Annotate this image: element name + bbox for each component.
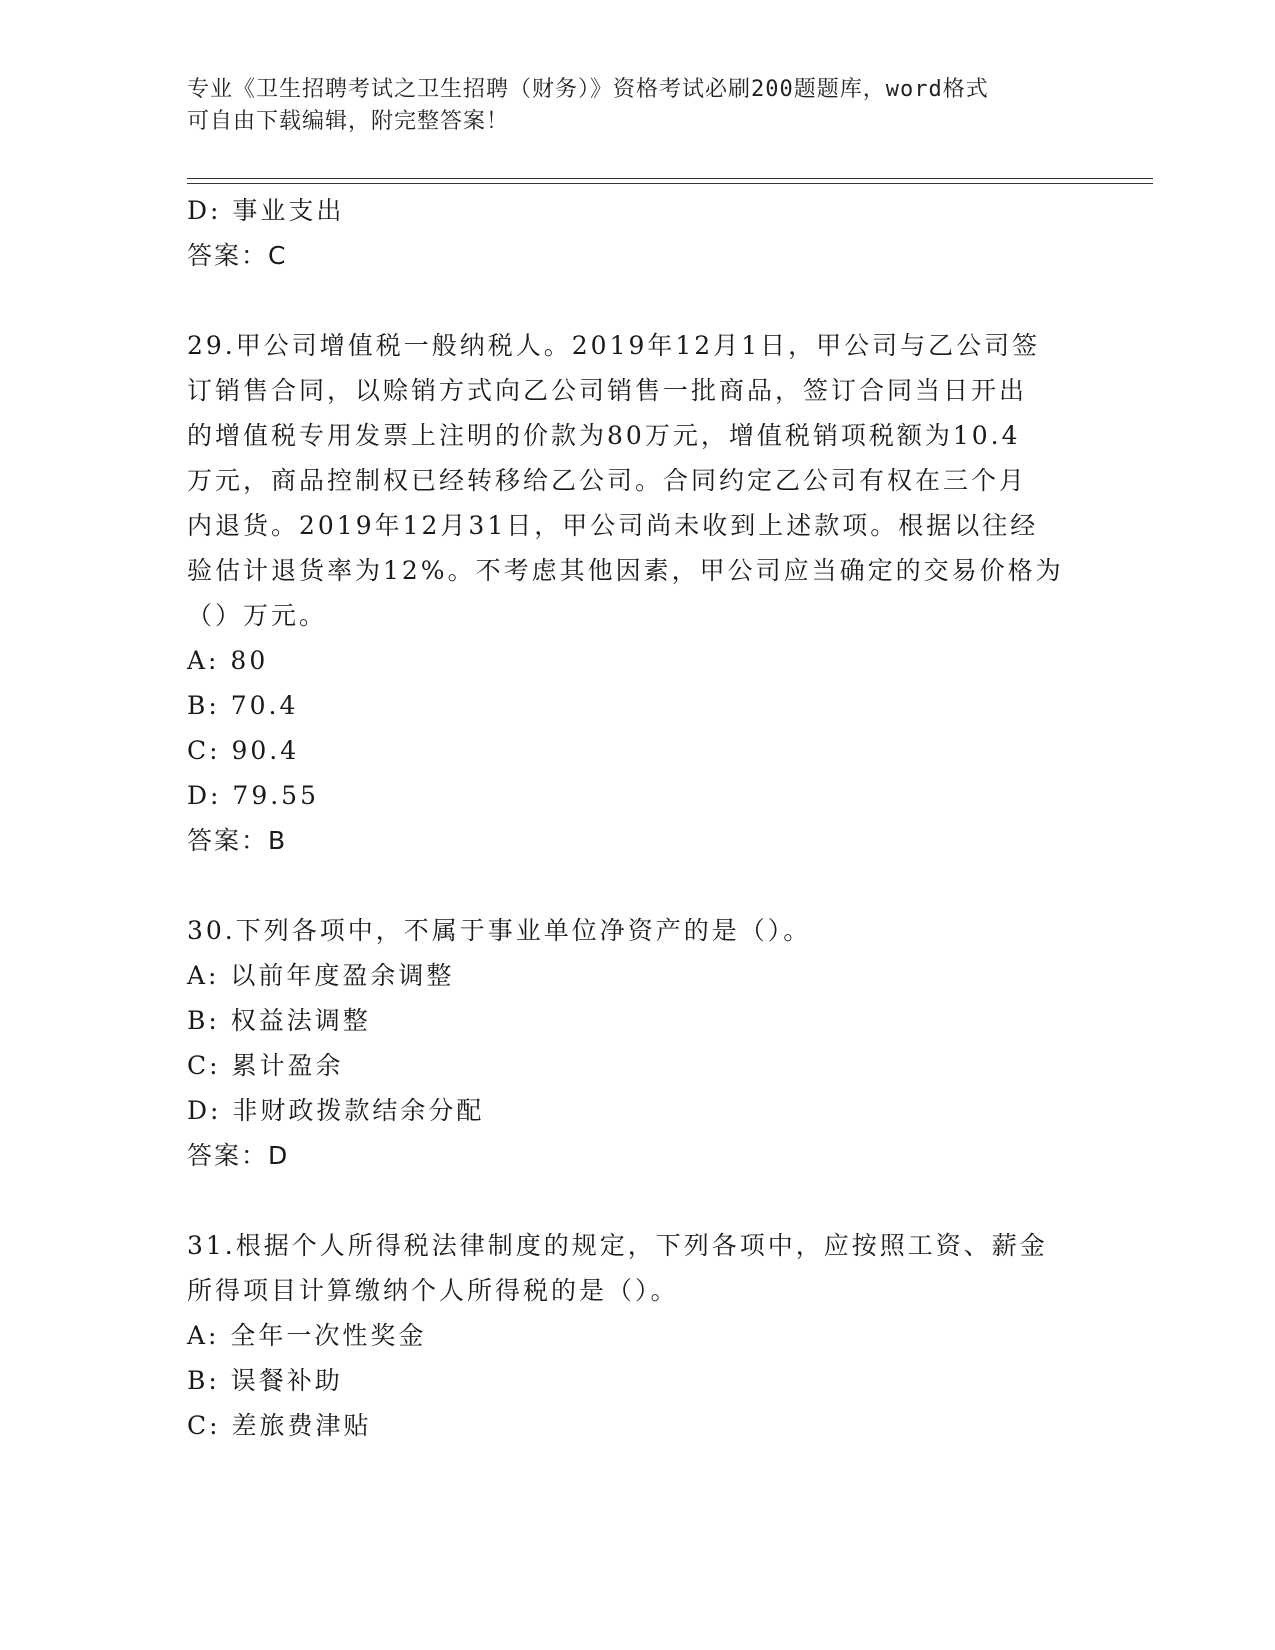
question-stem-line: 所得项目计算缴纳个人所得税的是（）。 [187, 1276, 679, 1305]
answer-line: 答案：D [187, 1141, 290, 1170]
option-a: A: 以前年度盈余调整 [187, 961, 455, 990]
header-divider-bottom [187, 183, 1153, 184]
spacer [187, 278, 1087, 323]
question-stem-line: 内退货。2019年12月31日，甲公司尚未收到上述款项。根据以往经 [187, 511, 1039, 540]
option-c: C: 差旅费津贴 [187, 1411, 372, 1440]
document-body [187, 188, 1087, 1448]
document-header [187, 74, 1067, 138]
option-b: B: 权益法调整 [187, 1006, 371, 1035]
question-stem-line: 31.根据个人所得税法律制度的规定，下列各项中，应按照工资、薪金 [187, 1231, 1048, 1260]
option-b: B: 误餐补助 [187, 1366, 343, 1395]
spacer [187, 1178, 1087, 1223]
answer-line: 答案：C [187, 241, 288, 270]
question-stem-line: （）万元。 [187, 601, 328, 630]
option-c: C: 90.4 [187, 736, 300, 765]
option-d: D: 非财政拨款结余分配 [187, 1096, 485, 1125]
header-line-1: 专业《卫生招聘考试之卫生招聘（财务）》资格考试必刷200题题库，word格式 [187, 77, 989, 102]
option-b: B: 70.4 [187, 691, 299, 720]
answer-line: 答案：B [187, 826, 288, 855]
header-divider-top [187, 178, 1153, 179]
question-31 [187, 1223, 1087, 1448]
option-c: C: 累计盈余 [187, 1051, 344, 1080]
question-stem-line: 29.甲公司增值税一般纳税人。2019年12月1日，甲公司与乙公司签 [187, 331, 1041, 360]
question-stem-line: 30.下列各项中，不属于事业单位净资产的是（）。 [187, 916, 812, 945]
question-29 [187, 323, 1087, 863]
previous-question-tail [187, 188, 1087, 278]
option-d: D: 79.55 [187, 781, 319, 810]
question-30 [187, 908, 1087, 1178]
option-a: A: 全年一次性奖金 [187, 1321, 427, 1350]
option-a: A: 80 [187, 646, 269, 675]
header-line-2: 可自由下载编辑，附完整答案！ [187, 109, 510, 134]
option-d: D: 事业支出 [187, 196, 345, 225]
question-stem-line: 万元，商品控制权已经转移给乙公司。合同约定乙公司有权在三个月 [187, 466, 1028, 495]
question-stem-line: 订销售合同，以赊销方式向乙公司销售一批商品，签订合同当日开出 [187, 376, 1028, 405]
question-stem-line: 验估计退货率为12%。不考虑其他因素，甲公司应当确定的交易价格为 [187, 556, 1064, 585]
spacer [187, 863, 1087, 908]
question-stem-line: 的增值税专用发票上注明的价款为80万元，增值税销项税额为10.4 [187, 421, 1021, 450]
